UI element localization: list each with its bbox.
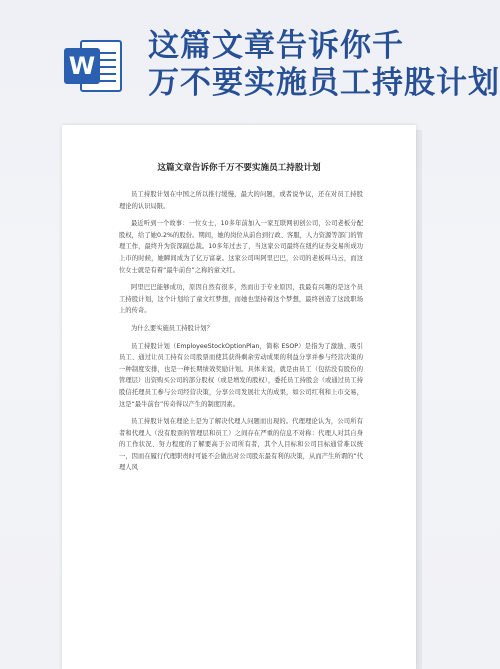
document-page <box>62 125 416 669</box>
paragraph: 阿里巴巴能够成功，原因自然有很多，然而出于专业原因，我最有兴趣的是这个员工持股计划，这个计划给了童文红梦想，而她也坚持着这个梦想，最终创造了这段职场上的传奇。 <box>119 284 363 315</box>
bottom-fade-overlay <box>62 513 416 669</box>
banner-title-line-1: 这篇文章告诉你千 <box>148 28 404 64</box>
word-document-icon <box>64 40 122 92</box>
document-title: 这篇文章告诉你千万不要实施员工持股计划 <box>157 163 321 173</box>
paragraph: 最近听到一个故事：一位女士，10多年前加入一家互联网初创公司，公司老板分配股权，给了她0.2%的股份。期间，她的岗位从前台到行政、客服，人力资源等部门的管理工作，最终升为资深副总裁。10多年过去了，当这家公司最终在纽约证券交易所成功上市的时候，她瞬间成为了亿万富豪。这家公司叫阿里巴巴，公司的老板叫马云，而这位女士就是有着“最牛前台”之称的童文红。 <box>119 220 363 274</box>
paragraph: 员工持股计划在理论上是为了解决代理人问题而出现的。代理理论认为，公司所有者和代理人（没有股票的管理层和员工）之间存在严重的信息不对称：代理人对其自身的工作状况、努力程度的了解要高于公司所有者，其个人目标和公司目标通常难以统一，因而在履行代理职责时可能不会做出对公司股东最有利的决策，从而产生所谓的“代理人风 <box>119 418 363 472</box>
banner <box>0 0 500 120</box>
document-body <box>119 189 363 472</box>
paragraph: 员工持股计划在中国之所以推行缓慢，最大的问题，或者说争议，还在对员工持股理论的认识局限。 <box>119 191 363 210</box>
paragraph: 员工持股计划（EmployeeStockOptionPlan，简称 ESOP）是指为了激励、吸引员工、通过让员工持有公司股票而使其获得剩余劳动成果的利益分享并参与经营决策的一种制度安排，也是一种长期绩效奖励计划。具体来说，就是由员工（包括没有股份的管理层）出资购买公司的部分股权（或是增发的股权），委托员工持股会（或通过员工持股信托理员工参与公司经营决策，分享公司发展壮大的成果，如公司红利和上市交易，这是“最牛前台”传奇得以产生的制度因素。 <box>119 342 363 408</box>
banner-title <box>148 28 500 102</box>
paragraph-question: 为什么要实施员工持股计划？ <box>131 324 213 332</box>
banner-title-line-2: 万不要实施员工持股计划 <box>148 65 500 101</box>
word-badge: W <box>64 48 100 84</box>
